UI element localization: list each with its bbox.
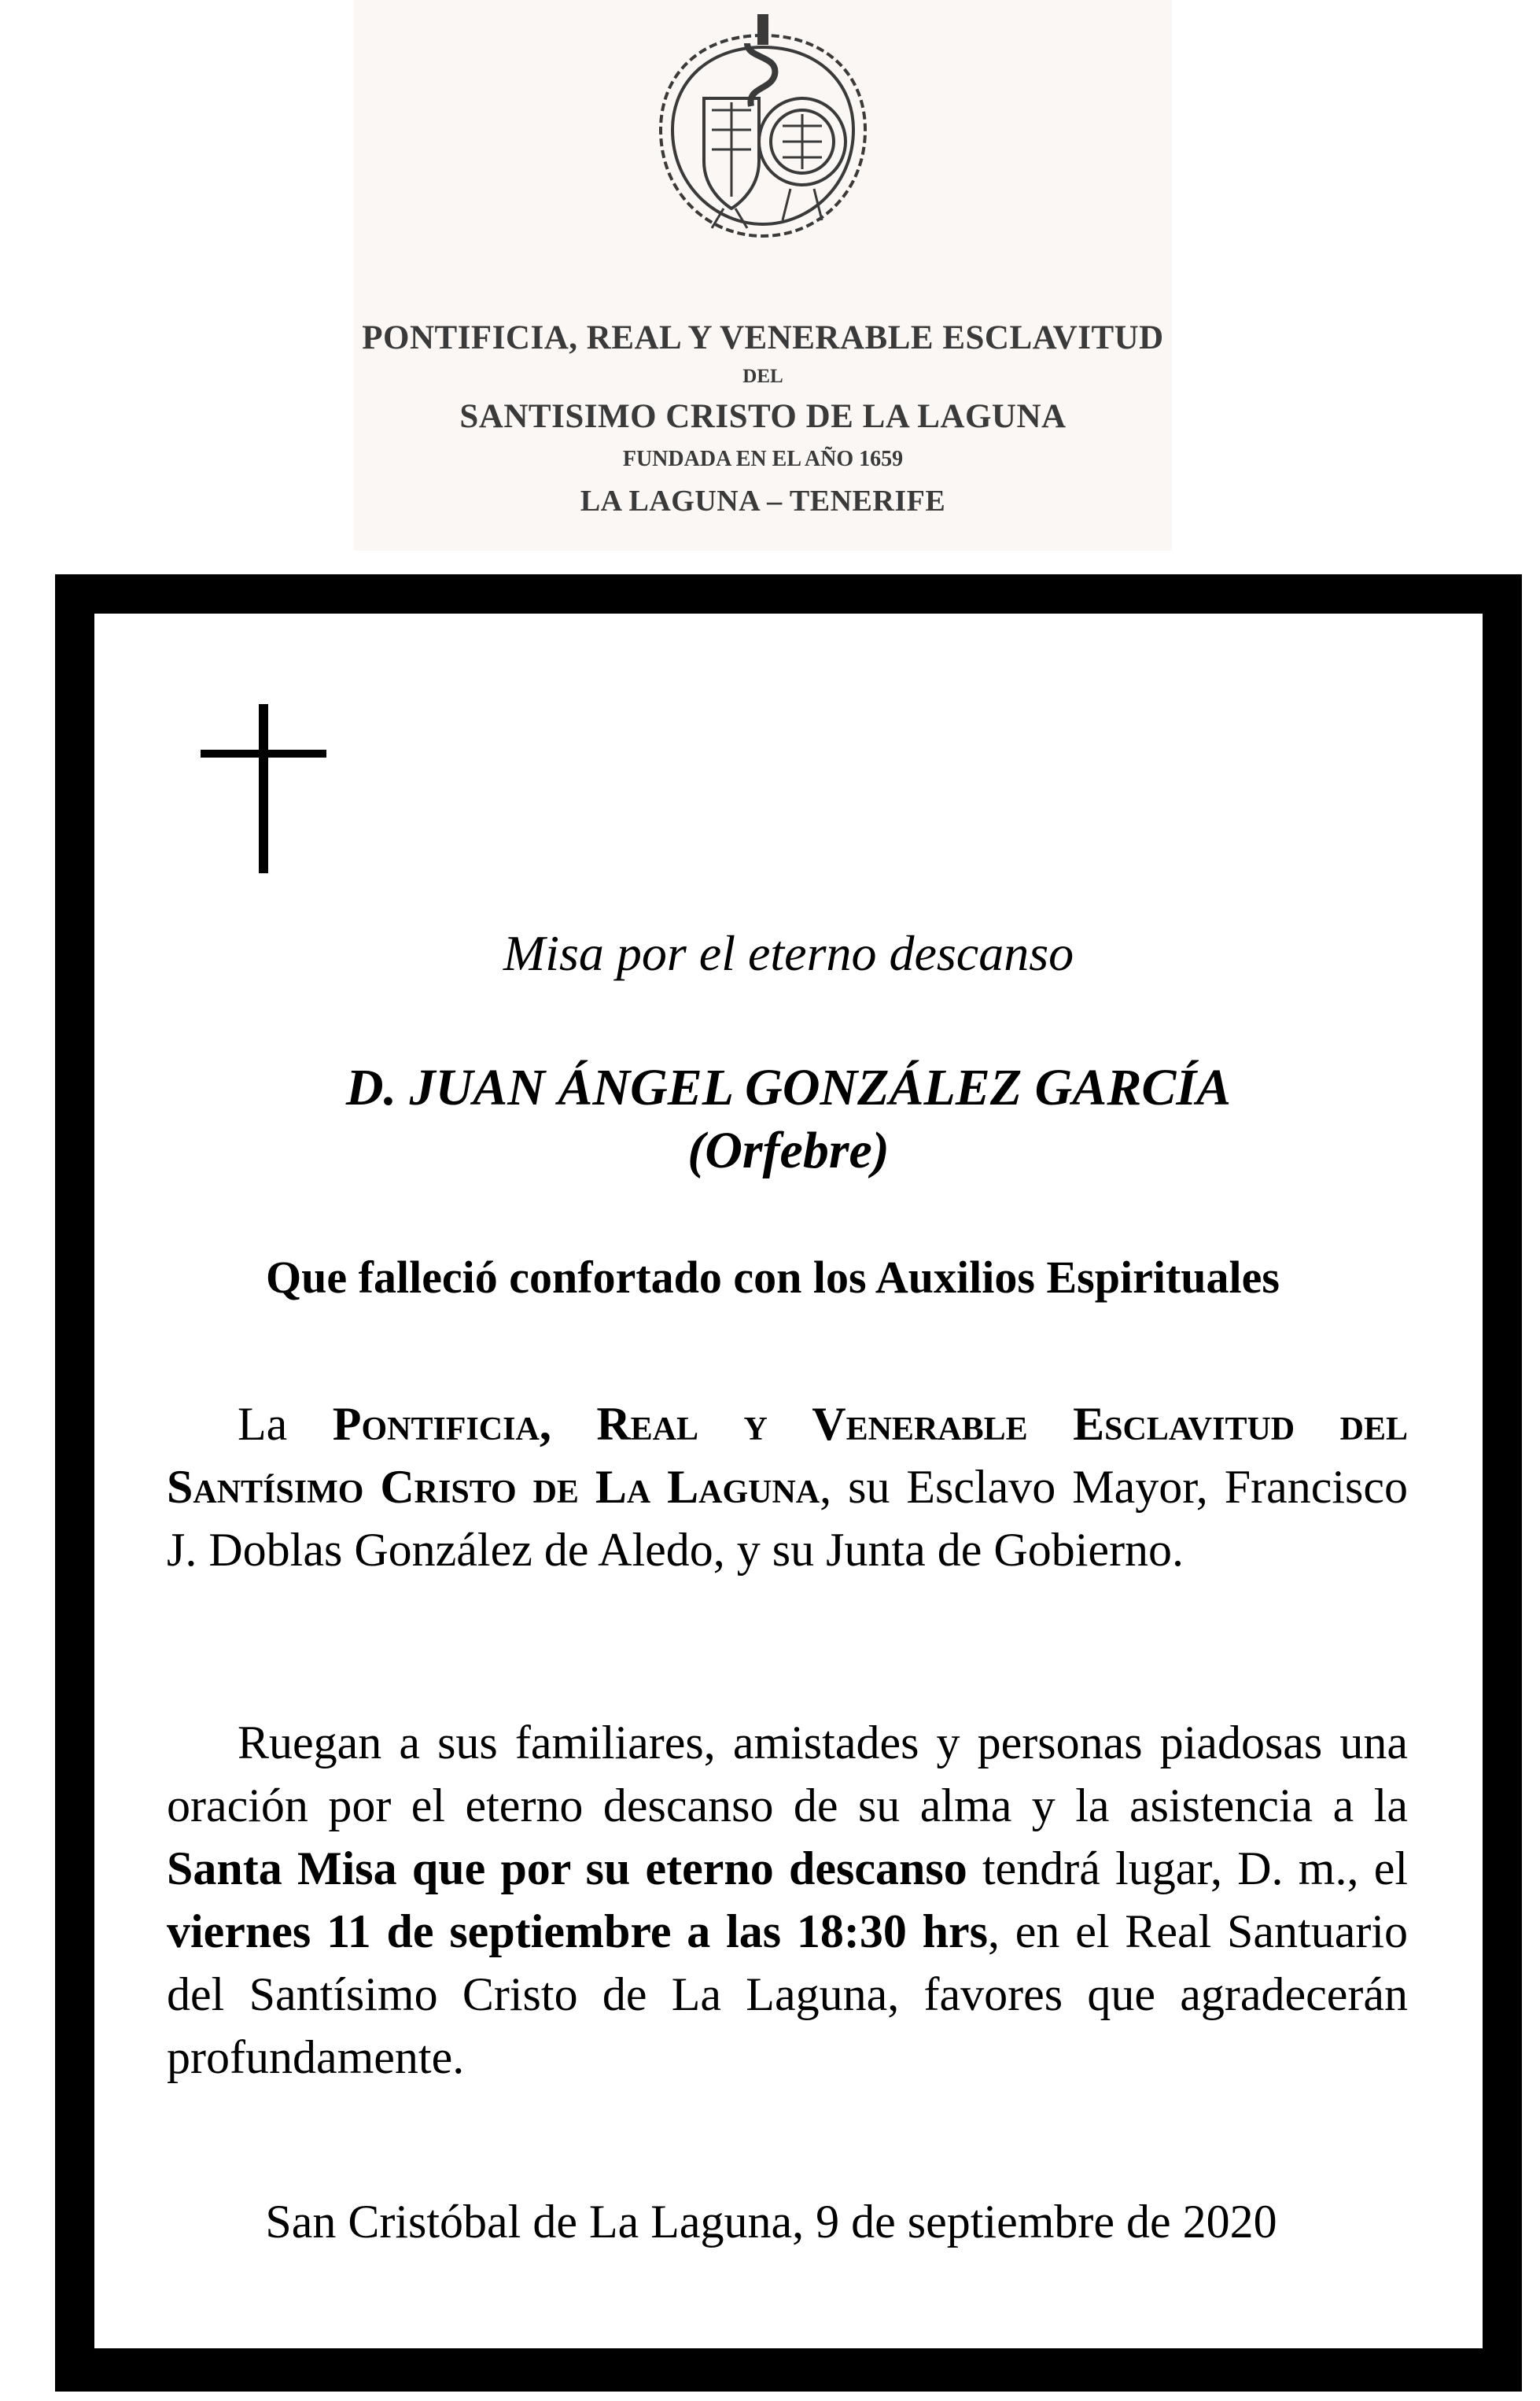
mass-datetime: viernes 11 de septiembre a las 18:30 hrs: [167, 1905, 988, 1957]
paragraph-request: [167, 1711, 1408, 2089]
paragraph1-rest: , su Esclavo Mayor, Francisco J. Doblas González de Aledo, y su Junta de Gobierno.: [167, 1461, 1408, 1576]
paragraph2-part1: Ruegan a sus familiares, amistades y personas piadosas una oración por el eterno descanso de su alma y la asistencia a la: [167, 1717, 1408, 1831]
latin-cross-icon: [201, 704, 326, 873]
header-line-4: FUNDADA EN EL AÑO 1659: [622, 447, 904, 471]
confraternity-crest-icon: [629, 12, 897, 248]
header-line-5: LA LAGUNA – TENERIFE: [580, 485, 946, 518]
header-line-3: SANTISIMO CRISTO DE LA LAGUNA: [459, 398, 1067, 435]
deceased-name: D. JUAN ÁNGEL GONZÁLEZ GARCÍA: [345, 1059, 1232, 1116]
deceased-profession: (Orfebre): [687, 1122, 890, 1179]
paragraph1-lead: La: [238, 1398, 333, 1450]
notice-subtitle: Que falleció confortado con los Auxilios Espirituales: [266, 1252, 1280, 1303]
mass-intro: Misa por el eterno descanso: [503, 925, 1074, 981]
paragraph2-part3: , en el Real Santuario del Santísimo Cristo de La Laguna, favores que agradecerán profundamente.: [167, 1905, 1408, 2083]
black-border-frame: [55, 574, 1522, 2392]
letterhead: [354, 0, 1172, 551]
notice-body: [94, 614, 1483, 2348]
organization-name: Pontificia, Real y Venerable Esclavitud del Santísimo Cristo de La Laguna: [167, 1398, 1409, 1513]
paragraph2-part2: tendrá lugar, D. m., el: [967, 1842, 1408, 1894]
mass-highlight: Santa Misa que por su eterno descanso: [167, 1842, 967, 1894]
header-line-1: PONTIFICIA, REAL Y VENERABLE ESCLAVITUD: [362, 319, 1164, 356]
place-and-date: San Cristóbal de La Laguna, 9 de septiembre de 2020: [265, 2196, 1277, 2248]
paragraph-announcement: [167, 1392, 1408, 1581]
header-line-2: DEL: [742, 366, 783, 387]
